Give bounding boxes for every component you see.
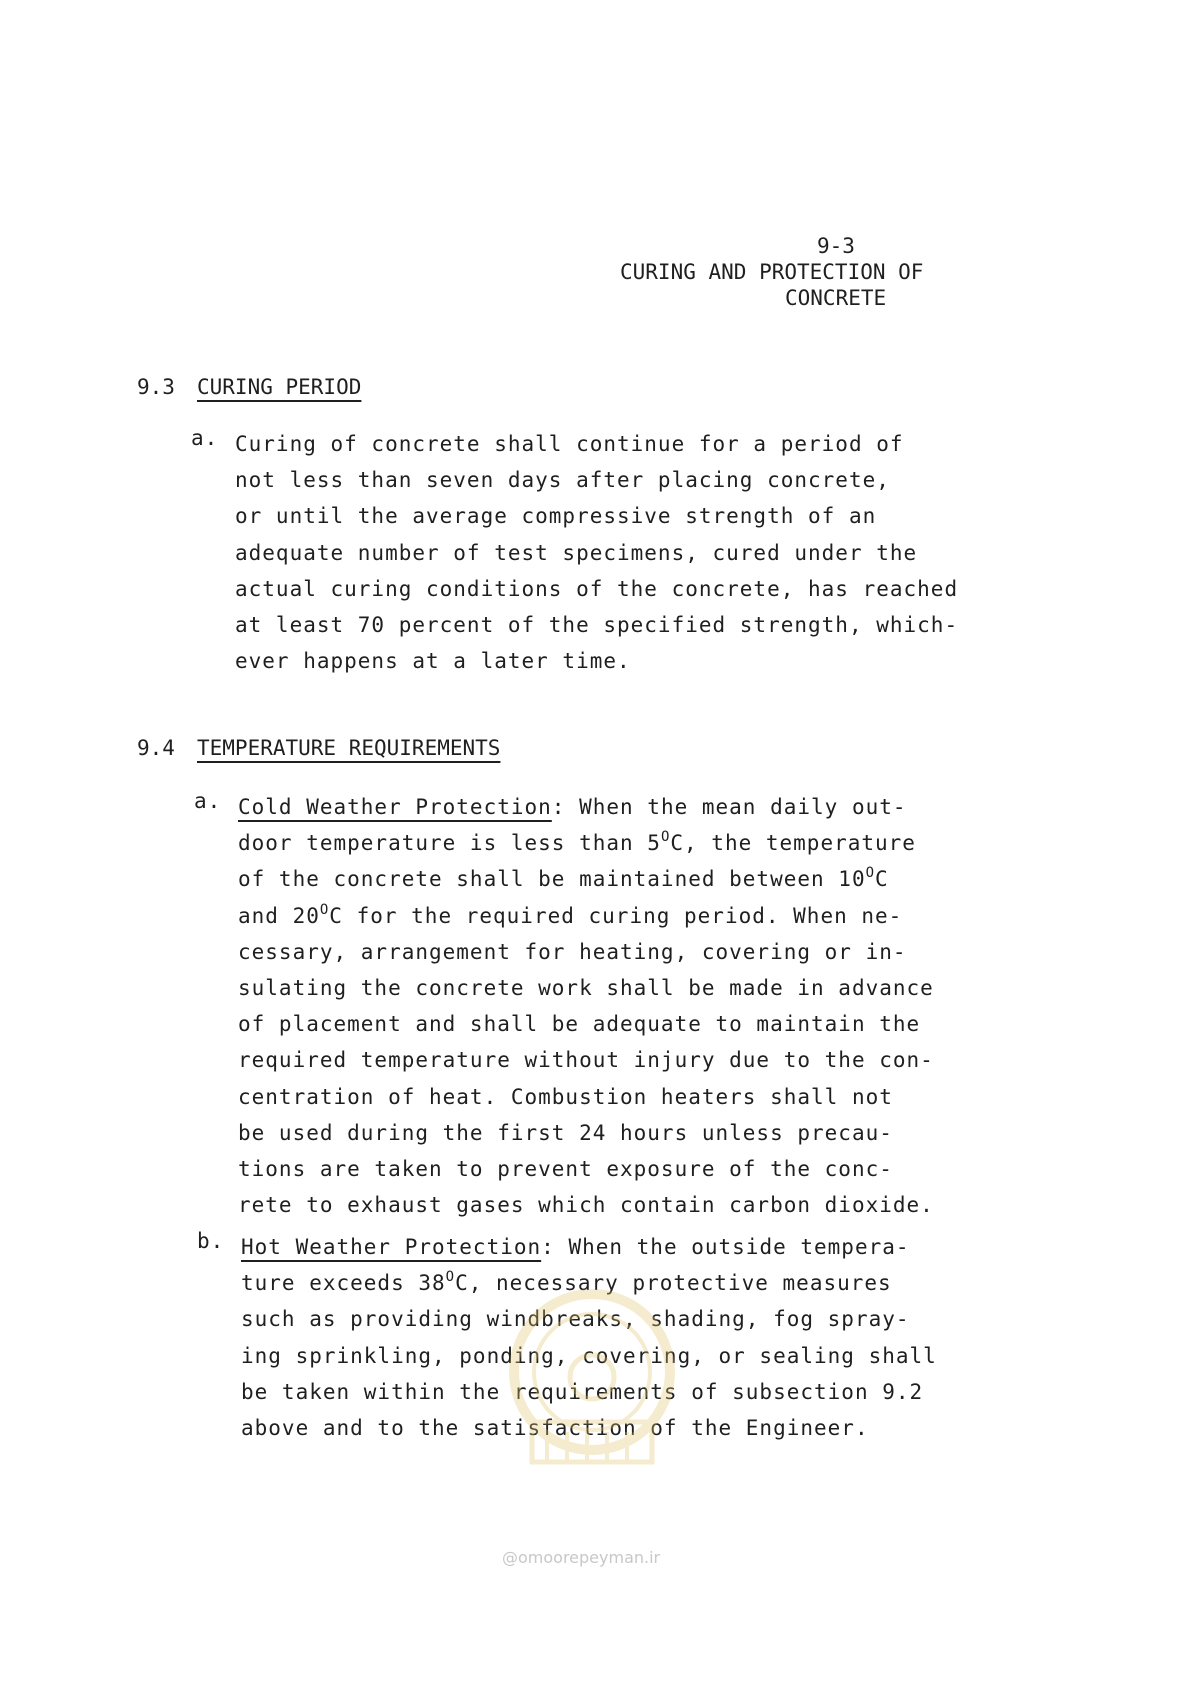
subheading-cold-weather-protection: Cold Weather Protection (238, 795, 552, 819)
text-line: Cold Weather Protection: When the mean daily out- (238, 795, 907, 819)
chapter-title-line-1: CURING AND PROTECTION OF (620, 260, 924, 284)
watermark-seal-icon (492, 1272, 692, 1492)
text-line: Curing of concrete shall continue for a period of (235, 432, 904, 456)
chapter-title-line-2: CONCRETE (785, 286, 887, 310)
degree-symbol: O (445, 1269, 456, 1286)
item-label: b. (197, 1229, 225, 1253)
text-line: be taken within the requirements of subsection 9.2 (241, 1379, 924, 1404)
text-line: of placement and shall be adequate to maintain the (238, 1012, 921, 1037)
text-line: required temperature without injury due to the con- (238, 1048, 934, 1073)
text-line: ture exceeds $38^OC$, necessary protective measures (241, 1269, 892, 1296)
item-label: a. (191, 426, 219, 450)
section-heading-9-3 (137, 375, 361, 399)
paragraph-9-3-a (191, 426, 959, 679)
text-line: of the concrete shall be maintained between $10^OC$ (238, 865, 889, 892)
text-line: at least 70 percent of the specified strength, which- (235, 612, 959, 637)
section-number: 9.4 (137, 736, 175, 760)
section-title: TEMPERATURE REQUIREMENTS (197, 736, 501, 760)
page-number: 9-3 (817, 234, 855, 258)
degree-symbol: O (319, 901, 330, 918)
section-number: 9.3 (137, 375, 175, 399)
text-line: Hot Weather Protection: When the outside tempera- (241, 1235, 910, 1259)
text-line: or until the average compressive strength of an (235, 504, 877, 529)
text-line: above and to the satisfaction of the Engineer. (241, 1415, 869, 1440)
text-line: ever happens at a later time. (235, 649, 631, 674)
text-line: actual curing conditions of the concrete, has reached (235, 576, 959, 601)
watermark-url: @omoorepeyman.ir (502, 1548, 661, 1567)
text-line: such as providing windbreaks, shading, fog spray- (241, 1307, 910, 1332)
section-title: CURING PERIOD (197, 375, 362, 399)
degree-symbol: O (865, 865, 876, 882)
item-label: a. (194, 789, 222, 813)
degree-symbol: O (660, 829, 671, 846)
text-line: cessary, arrangement for heating, covering or in- (238, 939, 907, 964)
text-line: sulating the concrete work shall be made in advance (238, 975, 934, 1000)
text-line: be used during the first 24 hours unless precau- (238, 1120, 893, 1145)
text-line: adequate number of test specimens, cured under the (235, 540, 918, 565)
text-line: ing sprinkling, ponding, covering, or sealing shall (241, 1343, 937, 1368)
text-line: rete to exhaust gases which contain carbon dioxide. (238, 1193, 934, 1218)
text-line: and $20^OC$ for the required curing period. When ne- (238, 901, 903, 928)
paragraph-9-4-a (194, 789, 934, 1223)
text-line: door temperature is less than $5^OC$, the temperature (238, 829, 916, 856)
text-line: centration of heat. Combustion heaters shall not (238, 1084, 893, 1109)
text-line: not less than seven days after placing concrete, (235, 468, 890, 493)
subheading-hot-weather-protection: Hot Weather Protection (241, 1235, 542, 1259)
section-heading-9-4 (137, 736, 500, 760)
text-line: tions are taken to prevent exposure of the conc- (238, 1156, 893, 1181)
